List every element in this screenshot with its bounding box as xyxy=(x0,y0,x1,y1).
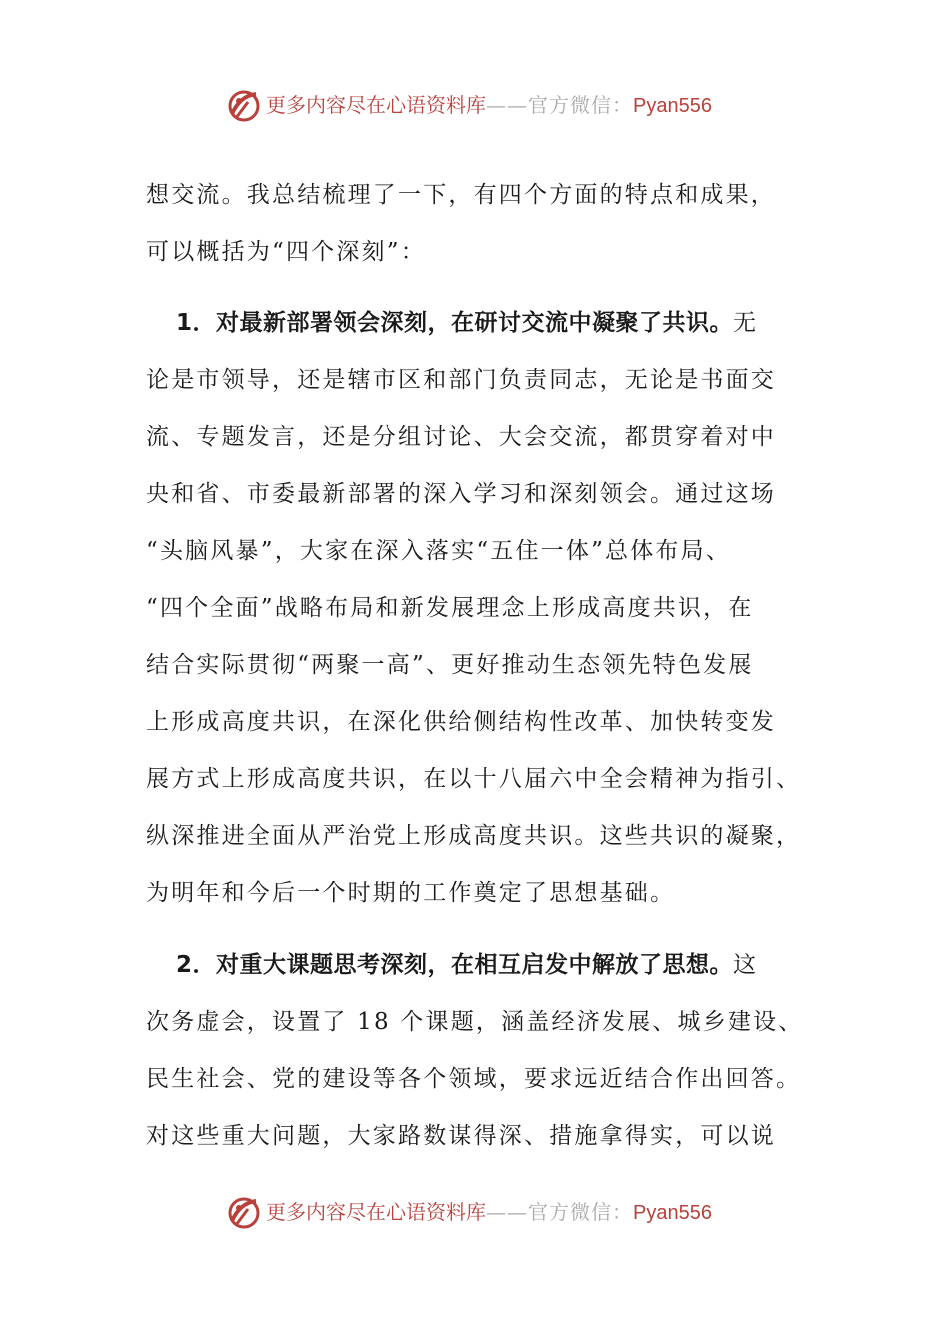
wechat-id: Pyan556 xyxy=(633,95,712,117)
paragraph-line: 结合实际贯彻“两聚一高”、更好推动生态领先特色发展 xyxy=(146,652,754,678)
wechat-id: Pyan556 xyxy=(633,1202,712,1224)
paragraph-line: 流、专题发言，还是分组讨论、大会交流，都贯穿着对中 xyxy=(146,424,776,450)
calligraphy-seal-logo-icon xyxy=(226,1195,262,1231)
banner-dash: —— xyxy=(486,93,528,117)
paragraph-line: 论是市领导，还是辖市区和部门负责同志，无论是书面交 xyxy=(146,367,776,393)
paragraph-line: 为明年和今后一个时期的工作奠定了思想基础。 xyxy=(146,880,676,906)
point2-first-line-tail: 这 xyxy=(733,952,759,978)
paragraph-line: 上形成高度共识，在深化供给侧结构性改革、加快转变发 xyxy=(146,709,776,735)
site-name-text: 更多内容尽在心语资料库 xyxy=(266,1200,486,1224)
calligraphy-seal-logo-icon xyxy=(226,88,262,124)
paragraph-line: 央和省、市委最新部署的深入学习和深刻领会。通过这场 xyxy=(146,481,776,507)
point1-first-line xyxy=(176,308,758,338)
wechat-label: 官方微信： xyxy=(528,1200,633,1224)
wechat-label: 官方微信： xyxy=(528,93,633,117)
point2-first-line xyxy=(176,950,758,980)
intro-line: 可以概括为“四个深刻”： xyxy=(146,239,426,265)
banner-dash: —— xyxy=(486,1200,528,1224)
paragraph-line: “四个全面”战略布局和新发展理念上形成高度共识，在 xyxy=(146,595,754,621)
paragraph-line: “头脑风暴”，大家在深入落实“五住一体”总体布局、 xyxy=(146,538,732,564)
point2-heading: 2．对重大课题思考深刻，在相互启发中解放了思想。 xyxy=(176,952,734,978)
paragraph-line: 次务虚会，设置了 18 个课题，涵盖经济发展、城乡建设、 xyxy=(146,1009,804,1035)
site-name-text: 更多内容尽在心语资料库 xyxy=(266,93,486,117)
intro-line: 想交流。我总结梳理了一下，有四个方面的特点和成果， xyxy=(146,182,776,208)
paragraph-line: 民生社会、党的建设等各个领域，要求远近结合作出回答。 xyxy=(146,1066,802,1092)
footer-watermark-banner xyxy=(0,1193,950,1233)
point1-heading: 1．对最新部署领会深刻，在研讨交流中凝聚了共识。 xyxy=(176,310,734,336)
header-watermark-banner xyxy=(0,86,950,126)
paragraph-line: 纵深推进全面从严治党上形成高度共识。这些共识的凝聚， xyxy=(146,823,802,849)
paragraph-line: 展方式上形成高度共识，在以十八届六中全会精神为指引、 xyxy=(146,766,802,792)
paragraph-line: 对这些重大问题，大家路数谋得深、措施拿得实，可以说 xyxy=(146,1123,776,1149)
point1-first-line-tail: 无 xyxy=(733,310,759,336)
